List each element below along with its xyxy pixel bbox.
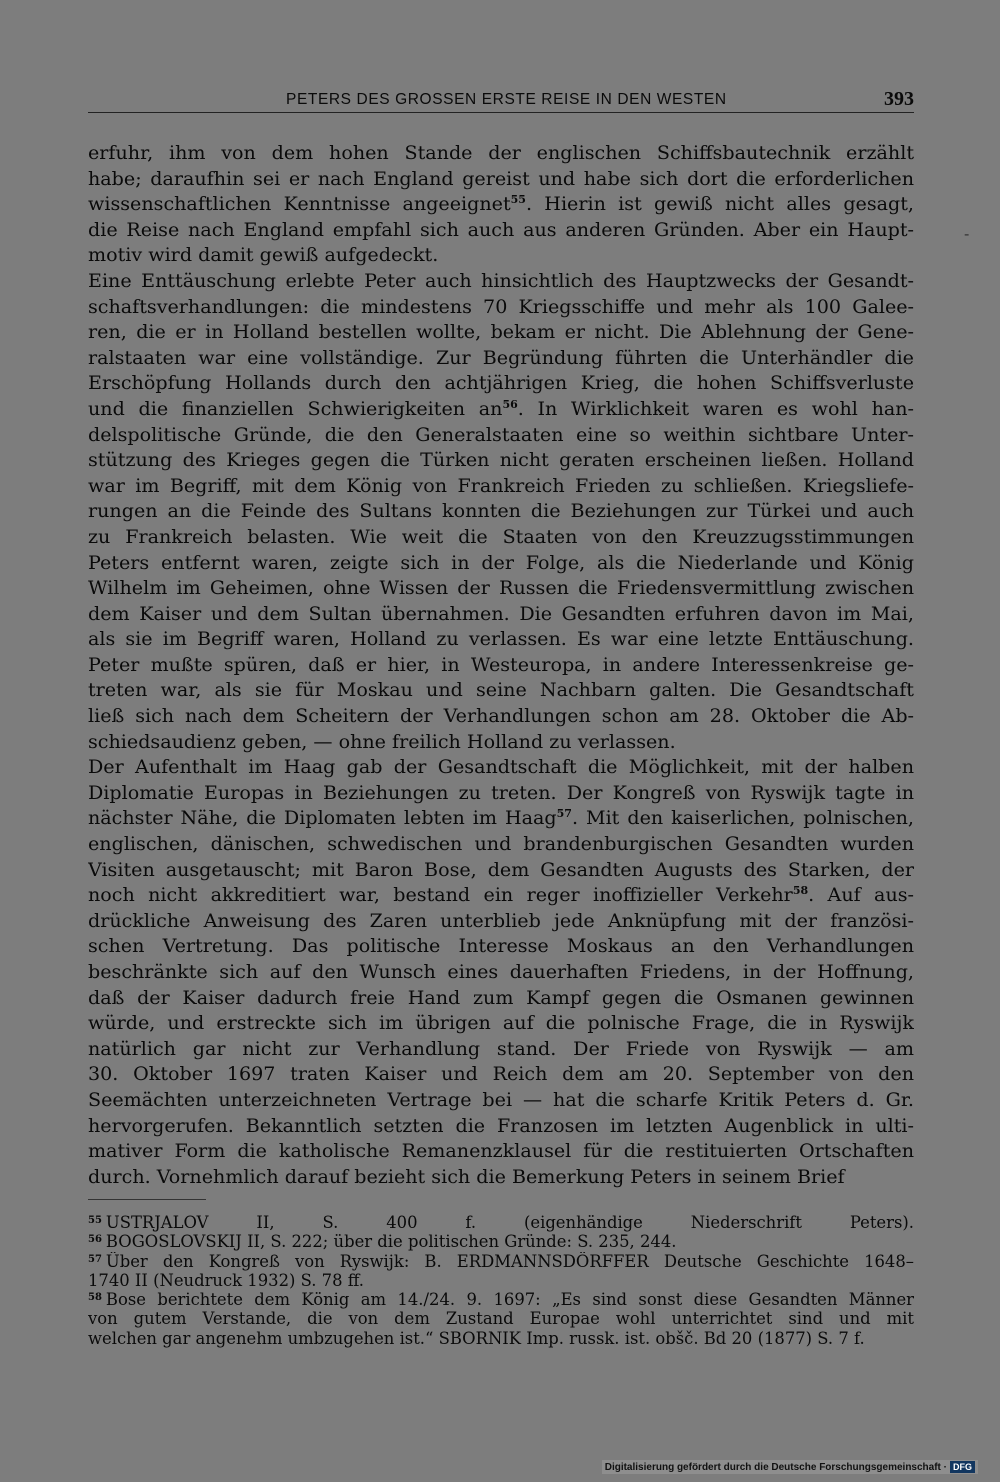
body-text: [88, 140, 914, 1189]
running-title: PETERS DES GROSSEN ERSTE REISE IN DEN WESTEN: [286, 91, 727, 108]
footnote-number: 56: [88, 1234, 102, 1246]
footnote-text: von gutem Verstande, die von dem Zustand Europae wohl unterrichtet sind und mit: [88, 1309, 914, 1329]
footnote-ref: 57: [556, 807, 572, 821]
text-line: schaftsverhandlungen: die mindestens 70 Kriegsschiffe und mehr als 100 Galee-: [88, 294, 914, 318]
text-line: noch nicht akkreditiert war, bestand ein reger inoffizieller Verkehr$^{58}$. Auf aus-: [88, 883, 914, 907]
digitization-note: [602, 1460, 978, 1474]
footnote-text: welchen gar angenehm umbzugehen ist.“ SBORNIK Imp. russk. ist. obšč. Bd 20 (1877) S. 7 f.: [88, 1328, 865, 1348]
text-line: treten war, als sie für Moskau und seine Nachbarn galten. Die Gesandtschaft: [88, 678, 914, 702]
text-line: schen Vertretung. Das politische Interesse Moskaus an den Verhandlungen: [88, 934, 914, 958]
text-line: habe; daraufhin sei er nach England gereist und habe sich dort die erforderlichen: [88, 166, 914, 190]
text-line: und die finanziellen Schwierigkeiten $an^{56}$. In Wirklichkeit waren es wohl han-: [88, 396, 914, 420]
digitization-text: Digitalisierung gefördert durch die Deutsche Forschungsgemeinschaft ·: [604, 1461, 947, 1473]
dfg-logo: DFG: [950, 1461, 975, 1473]
header-rule: [88, 112, 914, 113]
footnote-line: [88, 1271, 914, 1290]
footnote-line: [88, 1290, 914, 1309]
text-line: beschränkte sich auf den Wunsch eines dauerhaften Friedens, in der Hoffnung,: [88, 960, 914, 983]
text-line: drückliche Anweisung des Zaren unterblieb jede Anknüpfung mit der französi-: [88, 908, 914, 932]
text-line: war im Begriff, mit dem König von Frankreich Frieden zu schließen. Kriegsliefe-: [88, 473, 914, 497]
footnote-line: [88, 1232, 914, 1251]
footnote-line: [88, 1252, 914, 1271]
footnote-text: Bose berichtete dem König am 14./24. 9. 1697: „Es sind sonst diese Gesandten Männer: [105, 1290, 914, 1310]
text-line: zu Frankreich belasten. Wie weit die Staaten von den Kreuzzugsstimmungen: [88, 524, 914, 548]
text-line: delspolitische Gründe, die den Generalstaaten eine so weithin sichtbare Unter-: [88, 422, 914, 446]
text-line: englischen, dänischen, schwedischen und brandenburgischen Gesandten wurden: [88, 832, 914, 856]
text-line: als sie im Begriff waren, Holland zu verlassen. Es war eine letzte Enttäuschung.: [88, 627, 914, 651]
text-line: Peter mußte spüren, daß er hier, in Westeuropa, in andere Interessenkreise ge-: [88, 652, 914, 676]
text-line: stützung des Krieges gegen die Türken nicht geraten erscheinen ließen. Holland: [88, 448, 914, 472]
footnote-rule: [88, 1199, 206, 1200]
page-number: 393: [884, 88, 914, 110]
text-line: schiedsaudienz geben, — ohne freilich Holland zu verlassen.: [88, 729, 676, 753]
text-line: durch. Vornehmlich darauf bezieht sich die Bemerkung Peters in seinem Brief: [88, 1164, 845, 1188]
footnote-text: Über den Kongreß von Ryswijk: B. ERDMANNSDÖRFFER Deutsche Geschichte 1648–: [105, 1251, 914, 1271]
text-line: wissenschaftlichen Kenntnisse angeeignet$^{55}$. Hierin ist gewiß nicht alles gesagt,: [88, 192, 914, 216]
footnote-line: [88, 1329, 914, 1348]
footnote-ref: 55: [510, 193, 526, 207]
text-line: erfuhr, ihm von dem hohen Stande der englischen Schiffsbautechnik erzählt: [88, 141, 914, 164]
footnote-text: 1740 II (Neudruck 1932) S. 78 ff.: [88, 1270, 364, 1290]
running-header: [88, 88, 914, 112]
text-line: nächster Nähe, die Diplomaten lebten im Haag$^{57}$. Mit den kaiserlichen, polnischen,: [88, 806, 914, 830]
footnote-text: USTRJALOV II, S. 400 f. (eigenhändige Niederschrift Peters).: [105, 1213, 914, 1232]
text-line: Peters entfernt waren, zeigte sich in der Folge, als die Niederlande und König: [88, 550, 914, 574]
text-line: Wilhelm im Geheimen, ohne Wissen der Russen die Friedensvermittlung zwischen: [88, 576, 914, 600]
text-line: würde, und erstreckte sich im übrigen auf die polnische Frage, die in Ryswijk: [88, 1011, 914, 1035]
text-line: ließ sich nach dem Scheitern der Verhandlungen schon am 28. Oktober die Ab-: [88, 704, 914, 728]
footnote-number: 57: [88, 1253, 102, 1265]
text-line: motiv wird damit gewiß aufgedeckt.: [88, 243, 439, 267]
text-line: 30. Oktober 1697 traten Kaiser und Reich dem am 20. September von den: [88, 1062, 914, 1086]
text-line: mativer Form die katholische Remanenzklausel für die restituierten Ortschaften: [88, 1139, 914, 1163]
text-line: Diplomatie Europas in Beziehungen zu treten. Der Kongreß von Ryswijk tagte in: [88, 780, 914, 804]
footnote-text: BOGOSLOVSKIJ II, S. 222; über die politischen Gründe: S. 235, 244.: [105, 1232, 677, 1252]
footnote-line: [88, 1309, 914, 1328]
text-line: daß der Kaiser dadurch freie Hand zum Kampf gegen die Osmanen gewinnen: [88, 985, 914, 1009]
text-line: Der Aufenthalt im Haag gab der Gesandtschaft die Möglichkeit, mit der halben: [88, 755, 914, 779]
text-line: Seemächten unterzeichneten Vertrage bei — hat die scharfe Kritik Peters d. Gr.: [88, 1087, 914, 1111]
text-line: die Reise nach England empfahl sich auch aus anderen Gründen. Aber ein Haupt-: [88, 217, 914, 241]
text-line: ren, die er in Holland bestellen wollte, bekam er nicht. Die Ablehnung der Gene-: [88, 320, 914, 344]
text-line: Visiten ausgetauscht; mit Baron Bose, dem Gesandten Augusts des Starken, der: [88, 857, 914, 881]
footnote-number: 58: [88, 1292, 102, 1304]
text-line: ralstaaten war eine vollständige. Zur Begründung führten die Unterhändler die: [88, 345, 914, 369]
margin-mark: -: [964, 226, 970, 243]
text-line: natürlich gar nicht zur Verhandlung stand. Der Friede von Ryswijk — am: [88, 1036, 914, 1060]
footnote-ref: 58: [792, 884, 809, 898]
text-line: Eine Enttäuschung erlebte Peter auch hinsichtlich des Hauptzwecks der Gesandt-: [88, 268, 914, 292]
footnote-ref: 56: [502, 397, 518, 411]
footnote-line: [88, 1213, 914, 1232]
footnotes: [88, 1213, 914, 1348]
text-line: Erschöpfung Hollands durch den achtjährigen Krieg, die hohen Schiffsverluste: [88, 371, 914, 395]
footnote-number: 55: [88, 1215, 102, 1226]
text-line: rungen an die Feinde des Sultans konnten die Beziehungen zur Türkei und auch: [88, 499, 914, 523]
text-line: dem Kaiser und dem Sultan übernahmen. Die Gesandten erfuhren davon im Mai,: [88, 601, 914, 625]
text-line: hervorgerufen. Bekanntlich setzten die Franzosen im letzten Augenblick in ulti-: [88, 1113, 914, 1137]
